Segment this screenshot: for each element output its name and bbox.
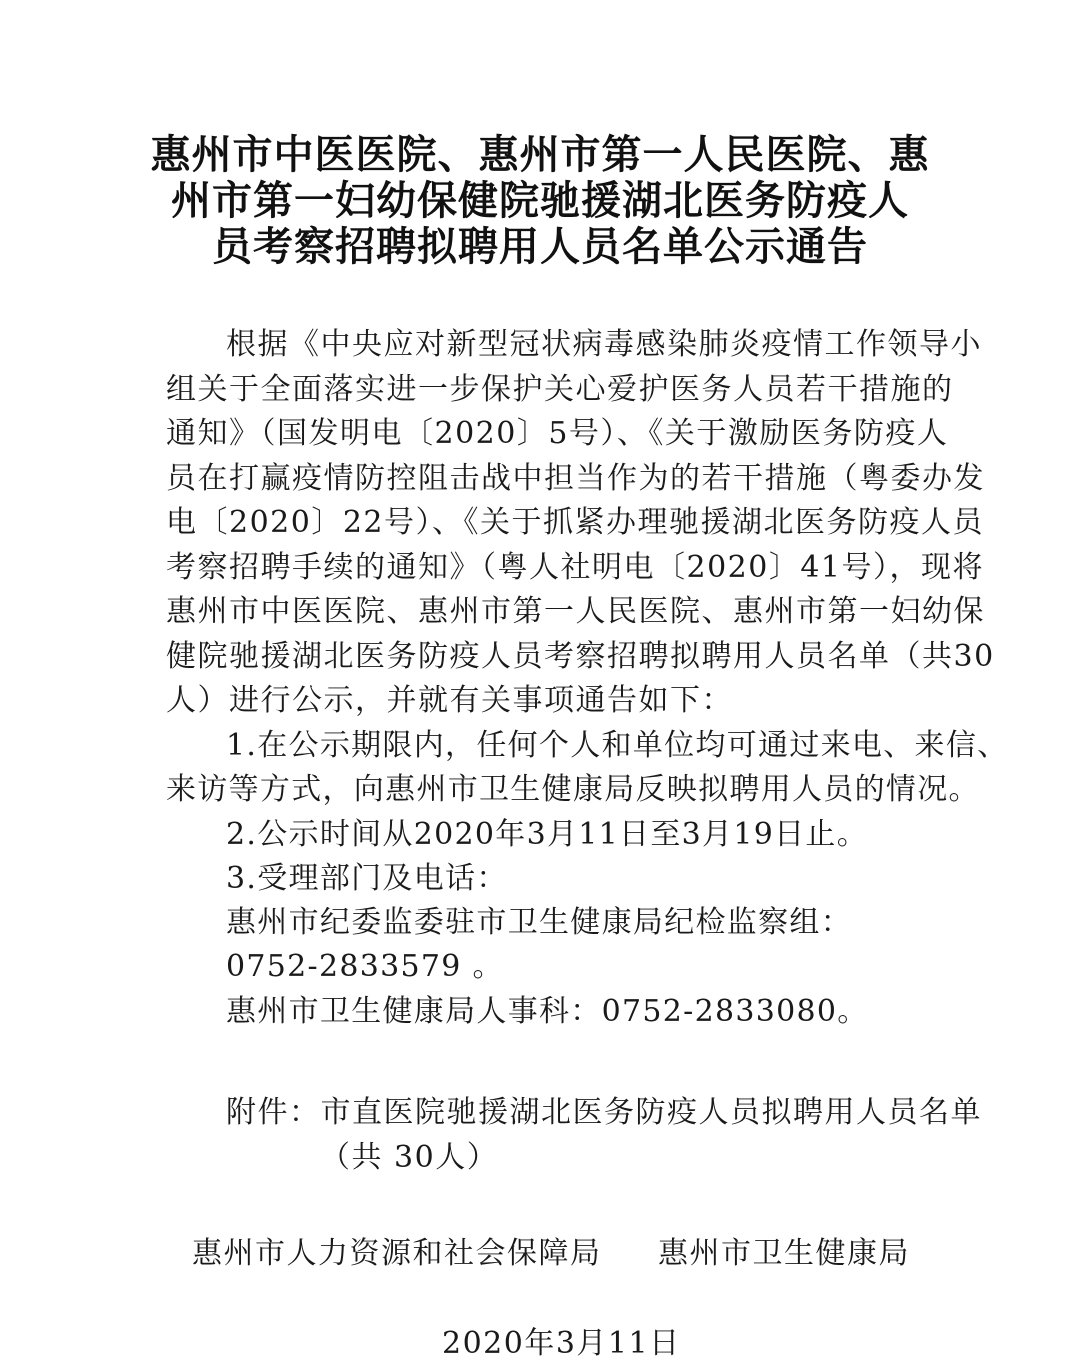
attachment-line-2: （共 30人） bbox=[320, 1139, 499, 1175]
signature-health-bureau: 惠州市卫生健康局 bbox=[658, 1236, 910, 1271]
attachment-note bbox=[226, 1090, 982, 1179]
title-line-3: 员考察招聘拟聘用人员名单公示通告 bbox=[212, 223, 868, 270]
intro-line-9: 人）进行公示，并就有关事项通告如下： bbox=[166, 683, 733, 718]
intro-line-3: 通知》（国发明电〔2020〕5号）、《关于激励医务防疫人 bbox=[166, 416, 949, 451]
intro-paragraph bbox=[166, 323, 995, 724]
contact-1-phone: 0752-2833579 。 bbox=[226, 949, 504, 985]
notice-items bbox=[166, 724, 1009, 1034]
item-1-line-2: 来访等方式，向惠州市卫生健康局反映拟聘用人员的情况。 bbox=[166, 772, 980, 808]
intro-line-1: 根据《中央应对新型冠状病毒感染肺炎疫情工作领导小 bbox=[226, 327, 982, 362]
item-1-line-1: 1.在公示期限内，任何个人和单位均可通过来电、来信、 bbox=[226, 728, 1009, 763]
item-3: 3.受理部门及电话： bbox=[226, 860, 508, 896]
intro-line-2: 组关于全面落实进一步保护关心爱护医务人员若干措施的 bbox=[166, 371, 954, 407]
contact-1-label: 惠州市纪委监委驻市卫生健康局纪检监察组： bbox=[226, 905, 852, 941]
contact-2: 惠州市卫生健康局人事科：0752-2833080。 bbox=[226, 993, 869, 1029]
title-line-1: 惠州市中医医院、惠州市第一人民医院、惠 bbox=[150, 131, 930, 178]
document-date: 2020年3月11日 bbox=[442, 1326, 681, 1361]
intro-line-5: 电〔2020〕22号）、《关于抓紧办理驰援湖北医务防疫人员 bbox=[166, 505, 985, 540]
title-line-2: 州市第一妇幼保健院驰援湖北医务防疫人 bbox=[171, 177, 909, 224]
intro-line-6: 考察招聘手续的通知》（粤人社明电〔2020〕41号），现将 bbox=[166, 549, 985, 585]
document-title bbox=[150, 132, 930, 270]
item-2: 2.公示时间从2020年3月11日至3月19日止。 bbox=[226, 816, 868, 852]
intro-line-7: 惠州市中医医院、惠州市第一人民医院、惠州市第一妇幼保 bbox=[166, 594, 985, 629]
intro-line-8: 健院驰援湖北医务防疫人员考察招聘拟聘用人员名单（共30 bbox=[166, 638, 995, 674]
intro-line-4: 员在打赢疫情防控阻击战中担当作为的若干措施（粤委办发 bbox=[166, 460, 985, 496]
signature-hr-bureau: 惠州市人力资源和社会保障局 bbox=[192, 1236, 602, 1271]
attachment-line-1: 附件：市直医院驰援湖北医务防疫人员拟聘用人员名单 bbox=[226, 1095, 982, 1130]
